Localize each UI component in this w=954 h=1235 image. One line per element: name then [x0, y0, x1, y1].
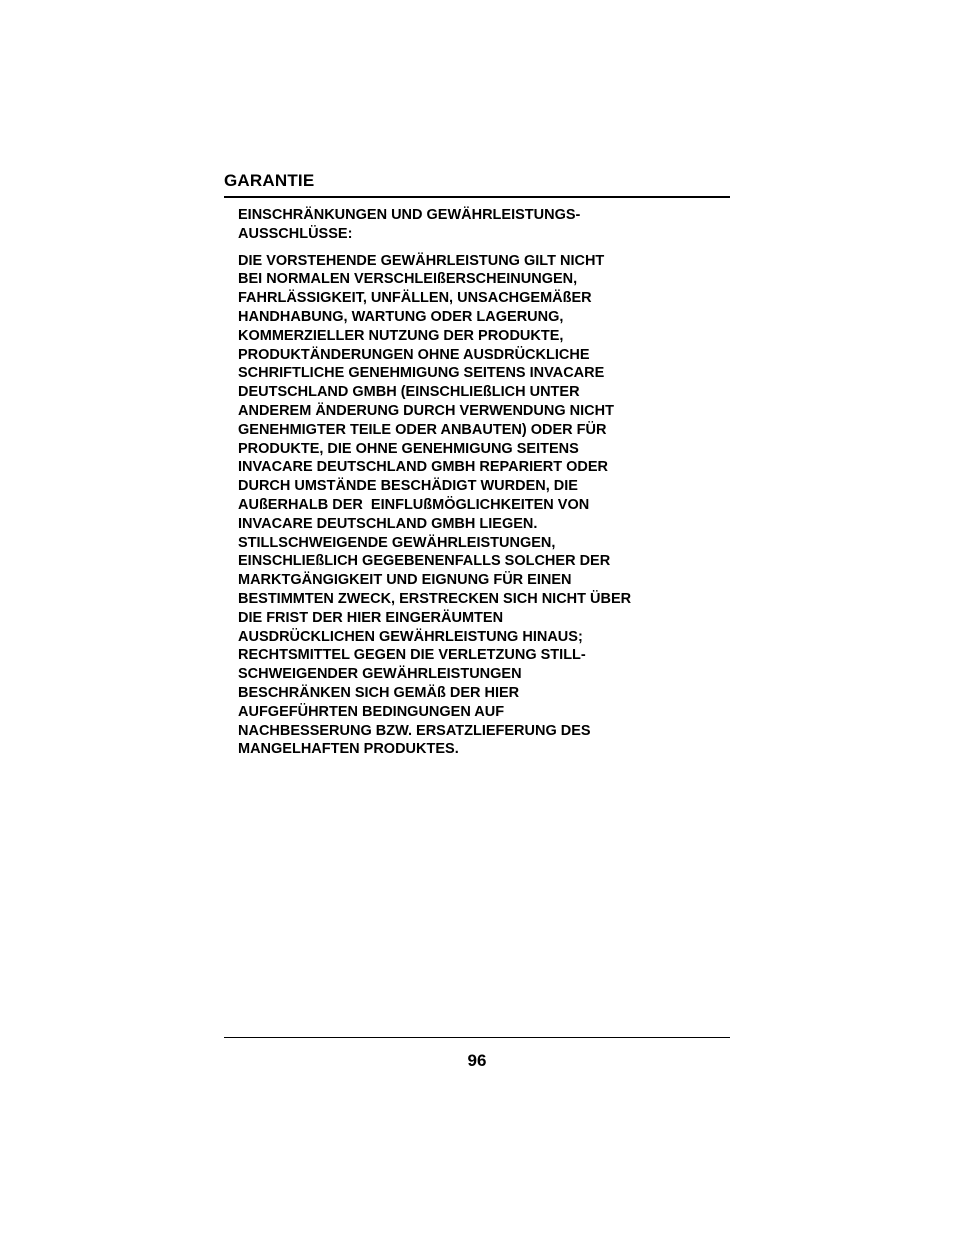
body-line: MANGELHAFTEN PRODUKTES.	[238, 741, 459, 758]
body-line: PRODUKTE, DIE OHNE GENEHMIGUNG SEITENS	[238, 440, 579, 457]
body-line: AUFGEFÜHRTEN BEDINGUNGEN AUF	[238, 703, 505, 720]
body-line: RECHTSMITTEL GEGEN DIE VERLETZUNG STILL-	[238, 647, 586, 664]
body-line: EINSCHLIEßLICH GEGEBENENFALLS SOLCHER DER	[238, 553, 611, 570]
heading-line: EINSCHRÄNKUNGEN UND GEWÄHRLEISTUNGS-	[238, 207, 581, 223]
body-line: DIE VORSTEHENDE GEWÄHRLEISTUNG GILT NICHT	[238, 252, 605, 269]
body-line: AUßERHALB DER EINFLUßMÖGLICHKEITEN VON	[238, 496, 590, 513]
body-line: FAHRLÄSSIGKEIT, UNFÄLLEN, UNSACHGEMÄßER	[238, 290, 592, 307]
body-line: BESCHRÄNKEN SICH GEMÄß DER HIER	[238, 684, 520, 701]
limitations-body	[238, 252, 718, 760]
body-line: AUSDRÜCKLICHEN GEWÄHRLEISTUNG HINAUS;	[238, 628, 583, 645]
body-line: DURCH UMSTÄNDE BESCHÄDIGT WURDEN, DIE	[238, 478, 578, 495]
body-line: GENEHMIGTER TEILE ODER ANBAUTEN) ODER FÜR	[238, 421, 607, 438]
body-line: INVACARE DEUTSCHLAND GMBH REPARIERT ODER	[238, 459, 609, 476]
body-line: PRODUKTÄNDERUNGEN OHNE AUSDRÜCKLICHE	[238, 346, 590, 363]
footer-divider	[224, 1037, 730, 1038]
body-line: NACHBESSERUNG BZW. ERSATZLIEFERUNG DES	[238, 722, 591, 739]
page-number: 96	[467, 1051, 487, 1070]
body-line: BESTIMMTEN ZWECK, ERSTRECKEN SICH NICHT ÜBER	[238, 590, 632, 607]
body-line: HANDHABUNG, WARTUNG ODER LAGERUNG,	[238, 308, 564, 325]
body-line: SCHWEIGENDER GEWÄHRLEISTUNGEN	[238, 666, 522, 683]
body-line: DIE FRIST DER HIER EINGERÄUMTEN	[238, 609, 504, 626]
section-title: GARANTIE	[224, 171, 315, 190]
body-line: MARKTGÄNGIGKEIT UND EIGNUNG FÜR EINEN	[238, 572, 572, 589]
body-line: STILLSCHWEIGENDE GEWÄHRLEISTUNGEN,	[238, 534, 556, 551]
body-line: INVACARE DEUTSCHLAND GMBH LIEGEN.	[238, 515, 538, 532]
body-line: SCHRIFTLICHE GENEHMIGUNG SEITENS INVACARE	[238, 365, 605, 382]
warranty-content	[238, 206, 718, 759]
header-divider	[224, 196, 730, 198]
body-line: DEUTSCHLAND GMBH (EINSCHLIEßLICH UNTER	[238, 384, 580, 401]
body-line: KOMMERZIELLER NUTZUNG DER PRODUKTE,	[238, 327, 564, 344]
body-line: BEI NORMALEN VERSCHLEIßERSCHEINUNGEN,	[238, 271, 578, 288]
limitations-heading	[238, 206, 718, 244]
heading-line: AUSSCHLÜSSE:	[238, 225, 353, 242]
body-line: ANDEREM ÄNDERUNG DURCH VERWENDUNG NICHT	[238, 402, 614, 419]
